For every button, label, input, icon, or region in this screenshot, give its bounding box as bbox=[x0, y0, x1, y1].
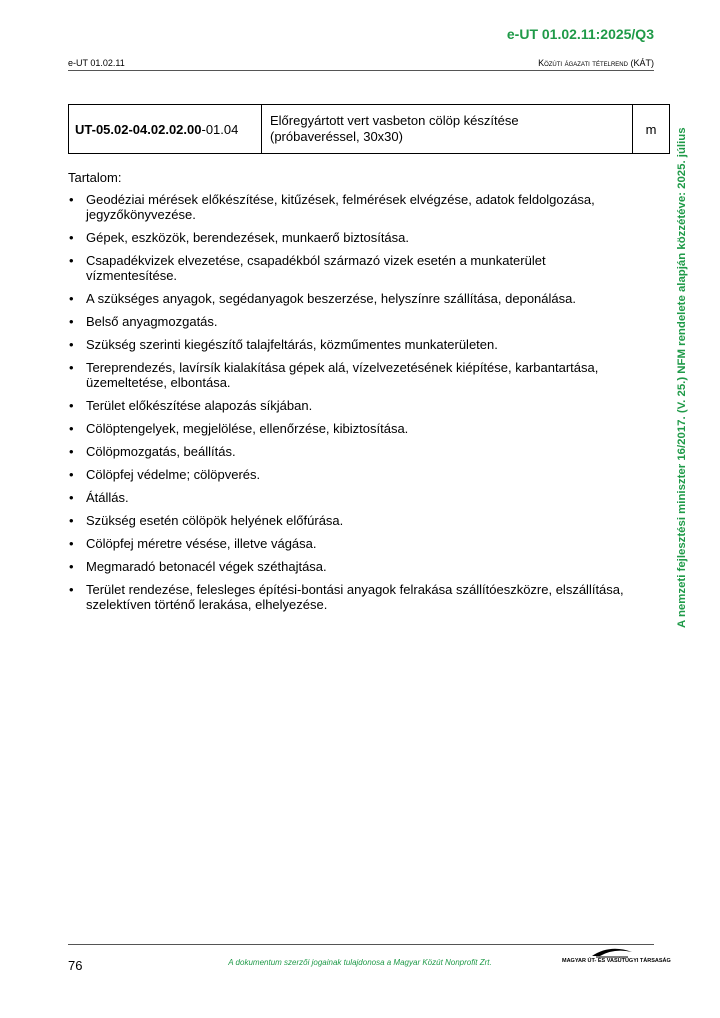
header-divider bbox=[68, 70, 654, 71]
list-item: • Terület rendezése, felesleges építési-bontási anyagok felrakása szállítóeszközre, elszállítása, szelektíven történő lerakása, elhelyezése. bbox=[69, 582, 624, 612]
item-code-main: UT-05.02-04.02.02.00 bbox=[75, 121, 202, 137]
document-id: e-UT 01.02.11:2025/Q3 bbox=[506, 26, 654, 42]
item-code bbox=[69, 105, 262, 154]
bullet-icon: • bbox=[69, 490, 74, 505]
list-item: • Szükség szerinti kiegészítő talajfeltárás, közműmentes munkaterületen. bbox=[69, 337, 498, 352]
bullet-icon: • bbox=[69, 582, 74, 597]
list-item: • Belső anyagmozgatás. bbox=[69, 314, 218, 329]
bullet-icon: • bbox=[69, 192, 74, 207]
bullet-icon: • bbox=[69, 314, 74, 329]
bullet-icon: • bbox=[69, 536, 74, 551]
list-item: • Tereprendezés, lavírsík kialakítása gépek alá, vízelvezetésének kiépítése, karbantartása, üzemeltetése, elbontása. bbox=[69, 360, 599, 390]
copyright-notice: A dokumentum szerzői jogainak tulajdonosa a Magyar Közút Nonprofit Zrt. bbox=[228, 958, 492, 967]
content-list bbox=[68, 192, 628, 620]
bullet-icon: • bbox=[69, 360, 74, 375]
header-right-abbr: (KÁT) bbox=[630, 58, 654, 68]
list-item: • Cölöpfej védelme; cölöpverés. bbox=[69, 467, 261, 482]
bullet-icon: • bbox=[69, 337, 74, 352]
content-label: Tartalom: bbox=[68, 170, 122, 185]
header-right-title: Közúti ágazati tételrend bbox=[538, 58, 628, 68]
item-row bbox=[69, 105, 670, 154]
list-item: • Megmaradó betonacél végek széthajtása. bbox=[69, 559, 327, 574]
item-description-line1: Előregyártott vert vasbeton cölöp készítése bbox=[270, 113, 519, 128]
item-description-line2: (próbaveréssel, 30x30) bbox=[270, 129, 403, 144]
bullet-icon: • bbox=[69, 230, 74, 245]
page-number: 76 bbox=[68, 958, 83, 973]
list-item: • Cölöptengelyek, megjelölése, ellenőrzése, kibiztosítása. bbox=[69, 421, 409, 436]
bullet-icon: • bbox=[69, 467, 74, 482]
bullet-icon: • bbox=[69, 291, 74, 306]
header-left: e-UT 01.02.11 bbox=[68, 58, 125, 68]
bullet-icon: • bbox=[69, 513, 74, 528]
list-item: • A szükséges anyagok, segédanyagok beszerzése, helyszínre szállítása, deponálása. bbox=[69, 291, 576, 306]
header-right bbox=[538, 58, 654, 68]
logo-caption: MAGYAR ÚT- ÉS VASÚTÜGYI TÁRSASÁG bbox=[562, 958, 671, 964]
bullet-icon: • bbox=[69, 444, 74, 459]
bullet-icon: • bbox=[69, 398, 74, 413]
item-table bbox=[68, 104, 670, 154]
item-code-suffix: -01.04 bbox=[201, 121, 239, 137]
side-publication-note: A nemzeti fejlesztési miniszter 16/2017. (V. 25.) NFM rendelete alapján közzétéve: 2025. július bbox=[676, 127, 688, 628]
bullet-icon: • bbox=[69, 253, 74, 268]
bullet-icon: • bbox=[69, 421, 74, 436]
list-item: • Cölöpmozgatás, beállítás. bbox=[69, 444, 236, 459]
list-item: • Gépek, eszközök, berendezések, munkaerő biztosítása. bbox=[69, 230, 410, 245]
list-item: • Cölöpfej méretre vésése, illetve vágása. bbox=[69, 536, 317, 551]
list-item: • Szükség esetén cölöpök helyének előfúrása. bbox=[69, 513, 344, 528]
footer-divider bbox=[68, 944, 654, 945]
item-description bbox=[262, 105, 633, 154]
list-item: • Átállás. bbox=[69, 490, 129, 505]
item-unit: m bbox=[633, 105, 670, 154]
bullet-icon: • bbox=[69, 559, 74, 574]
list-item: • Csapadékvizek elvezetése, csapadékból származó vizek esetén a munkaterület vízmentesítése. bbox=[69, 253, 546, 283]
list-item: • Geodéziai mérések előkészítése, kitűzések, felmérések elvégzése, adatok feldolgozása, jegyzőkönyvezése. bbox=[69, 192, 595, 222]
list-item: • Terület előkészítése alapozás síkjában. bbox=[69, 398, 313, 413]
